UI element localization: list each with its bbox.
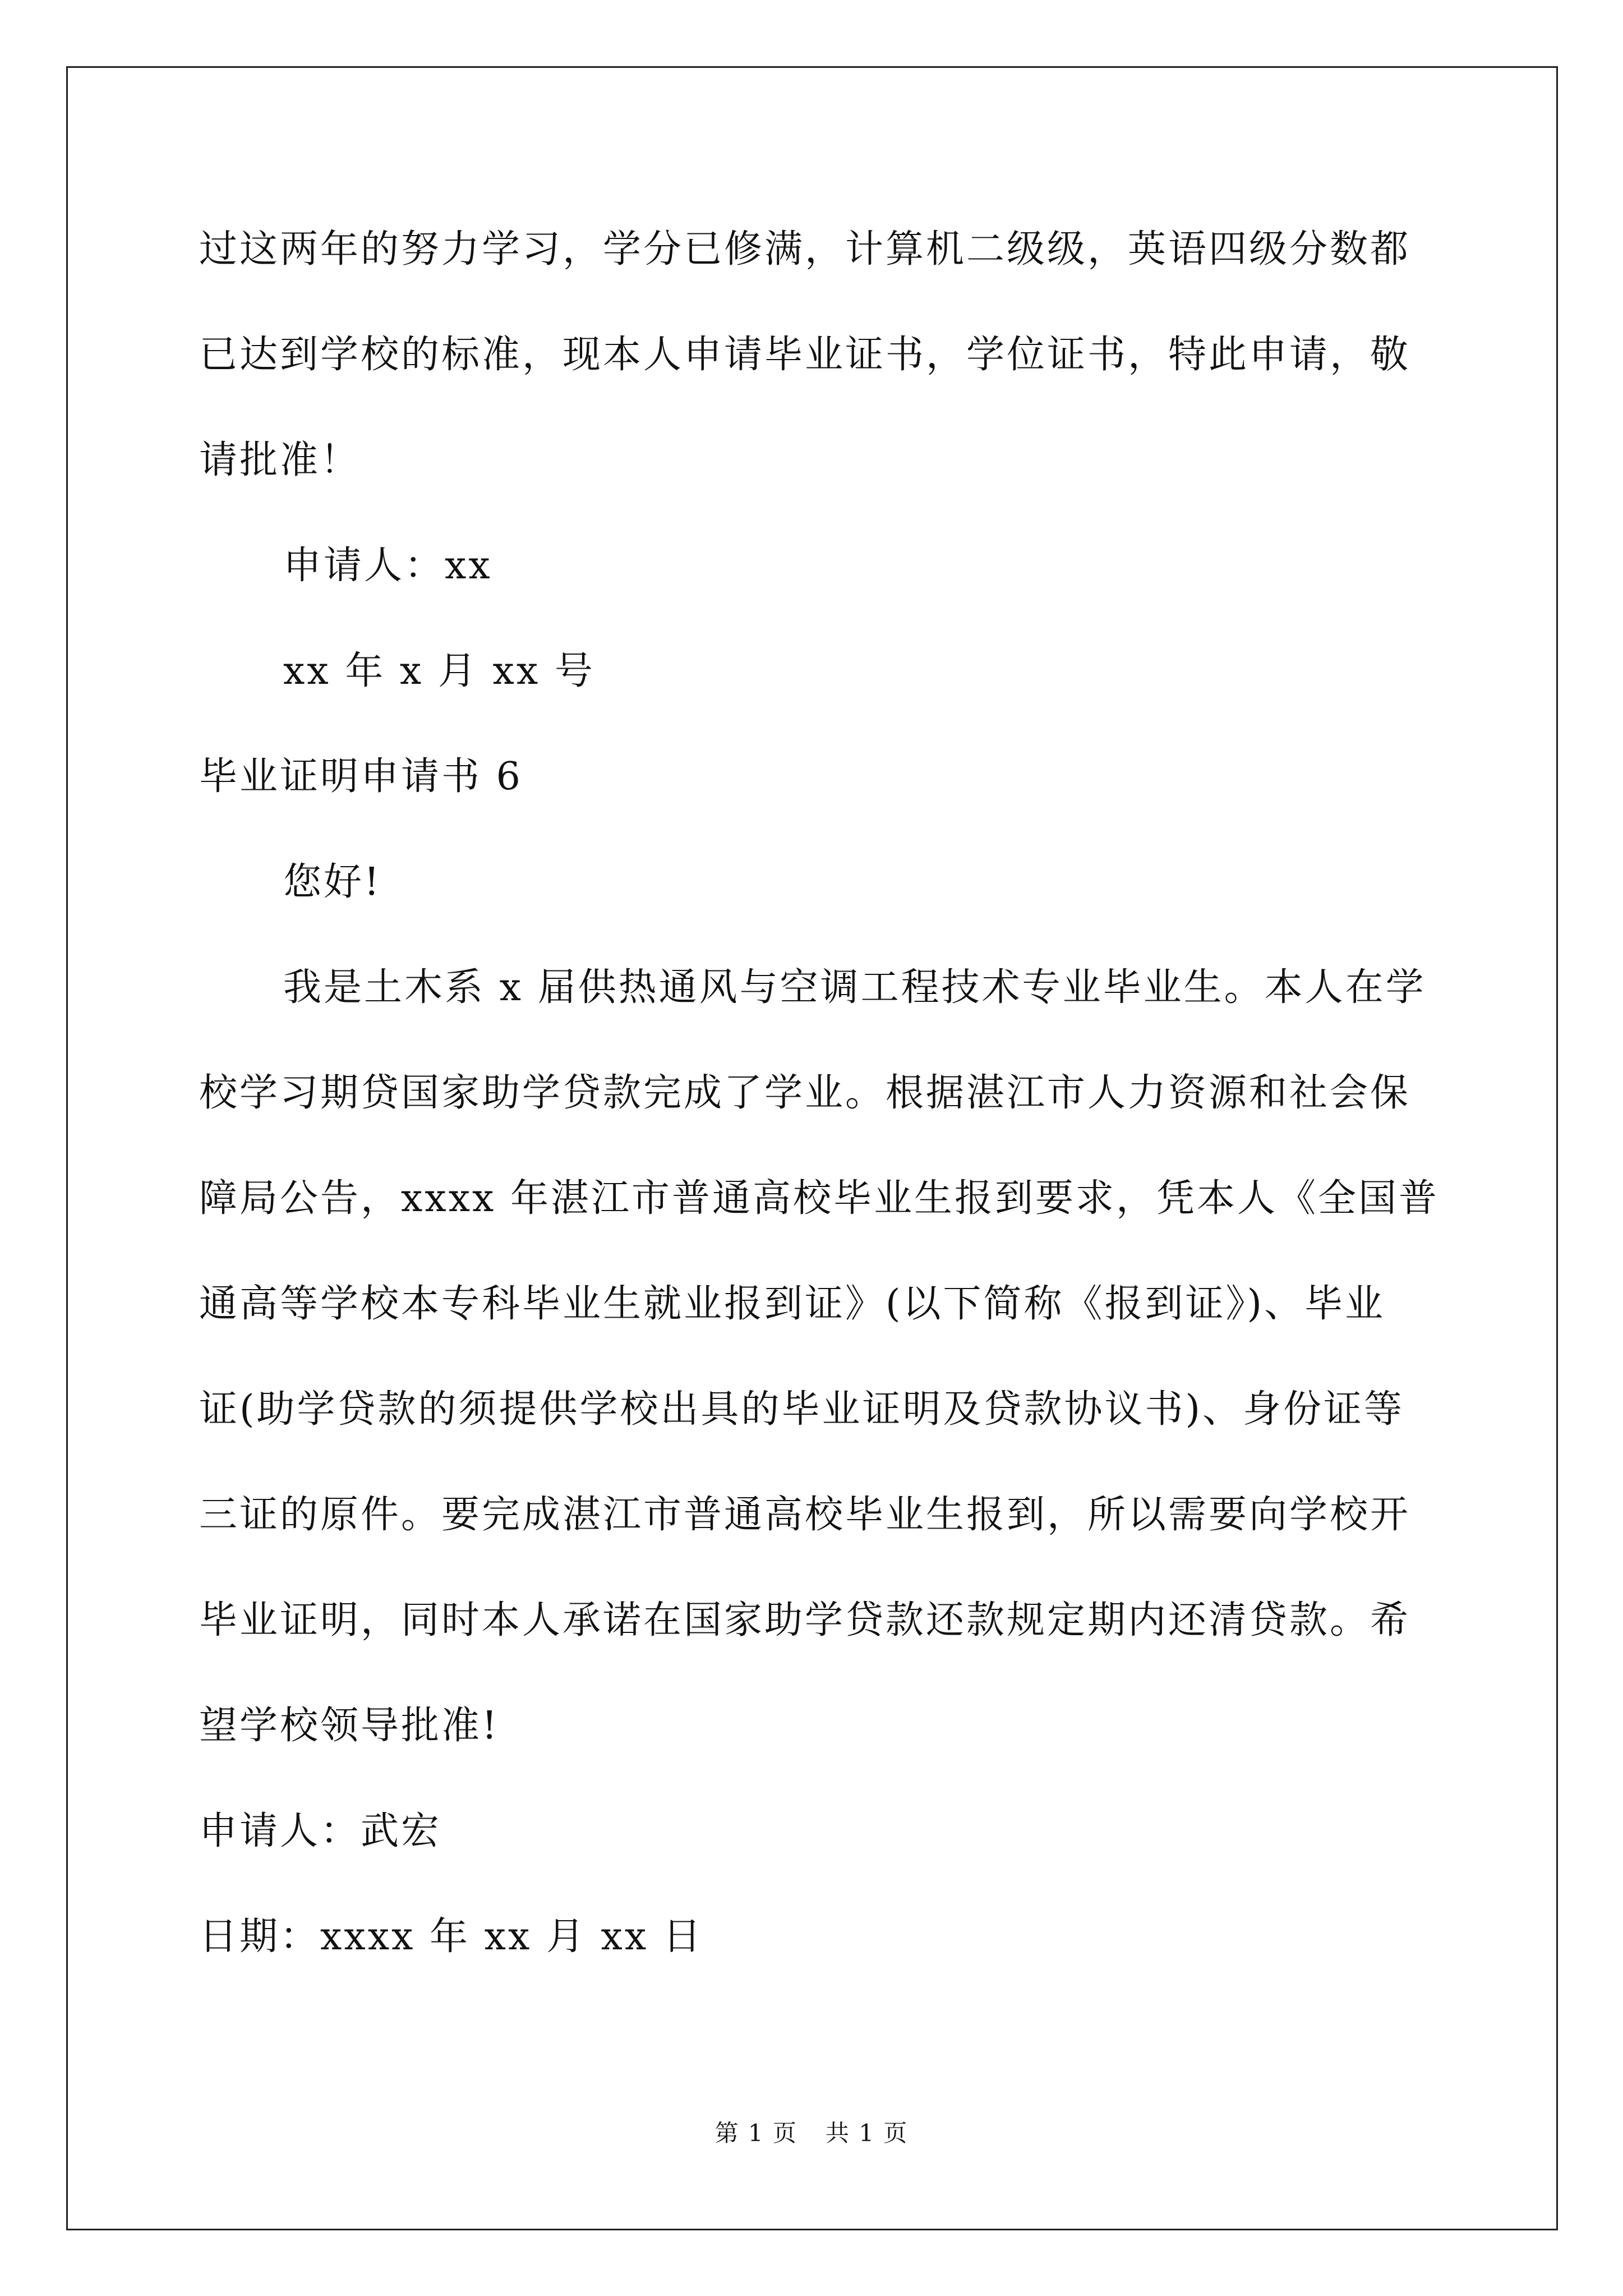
paragraph-line: 三证的原件。要完成湛江市普通高校毕业生报到，所以需要向学校开 (199, 1493, 1411, 1537)
date-line: 日期：xxxx 年 xx 月 xx 日 (199, 1915, 703, 1959)
page-footer (0, 2115, 1623, 2148)
page-number: 第 1 页 (714, 2119, 797, 2147)
paragraph-line: 校学习期贷国家助学贷款完成了学业。根据湛江市人力资源和社会保 (199, 1071, 1411, 1115)
paragraph-line: 已达到学校的标准，现本人申请毕业证书，学位证书，特此申请，敬 (199, 333, 1411, 377)
applicant-line: 申请人：xx (283, 544, 492, 588)
date-line: xx 年 x 月 xx 号 (283, 649, 595, 693)
paragraph-line: 通高等学校本专科毕业生就业报到证》(以下简称《报到证》)、毕业 (199, 1282, 1386, 1326)
page-total: 共 1 页 (826, 2119, 909, 2147)
paragraph-line: 障局公告，xxxx 年湛江市普通高校毕业生报到要求，凭本人《全国普 (199, 1176, 1440, 1221)
paragraph-line: 我是土木系 x 届供热通风与空调工程技术专业毕业生。本人在学 (283, 965, 1426, 1010)
section-heading: 毕业证明申请书 6 (199, 754, 523, 799)
paragraph-line: 证(助学贷款的须提供学校出具的毕业证明及贷款协议书)、身份证等 (199, 1387, 1405, 1432)
applicant-line: 申请人：武宏 (199, 1809, 442, 1853)
paragraph-line: 望学校领导批准! (199, 1704, 500, 1748)
greeting-line: 您好! (283, 860, 382, 904)
paragraph-line: 请批准！ (199, 438, 361, 482)
document-body (199, 216, 1440, 2009)
paragraph-line: 过这两年的努力学习，学分已修满，计算机二级级，英语四级分数都 (199, 227, 1411, 272)
paragraph-line: 毕业证明，同时本人承诺在国家助学贷款还款规定期内还清贷款。希 (199, 1598, 1411, 1642)
